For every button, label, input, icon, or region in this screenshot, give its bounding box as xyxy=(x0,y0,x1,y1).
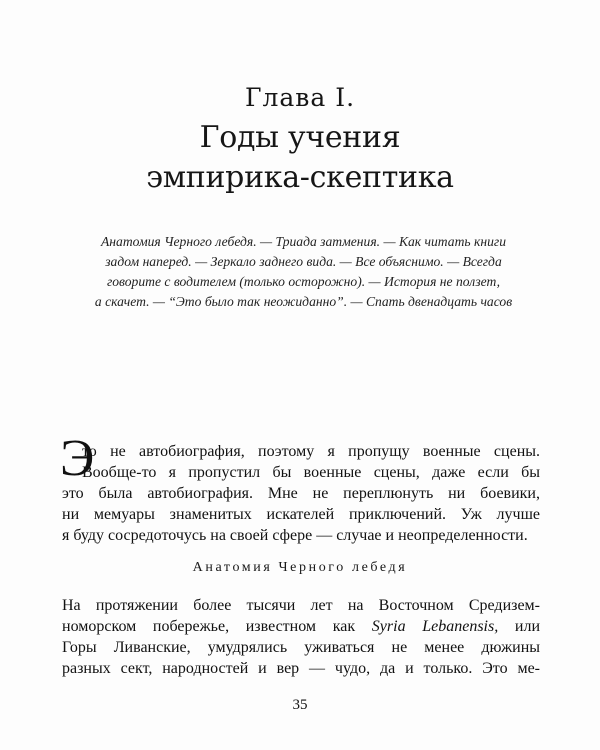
paragraph-2 xyxy=(62,595,540,679)
chapter-title-line-1: Годы учения xyxy=(199,120,401,155)
paragraph-line: то не автобиография, поэтому я пропущу военные сцены. xyxy=(82,443,540,460)
summary-line: а скачет. — “Это было так неожиданно”. — Спать двенадцать часов xyxy=(94,294,513,309)
paragraph-text: номорском побережье, известном как xyxy=(62,618,372,635)
chapter-label: Глава I. xyxy=(244,83,356,112)
paragraph-1 xyxy=(62,441,540,546)
paragraph-line xyxy=(62,616,540,637)
page-number: 35 xyxy=(292,697,308,713)
drop-cap: Э xyxy=(60,430,95,487)
paragraph-line: Горы Ливанские, умудрялись уживаться не менее дюжины xyxy=(62,639,540,656)
chapter-heading xyxy=(0,78,600,198)
summary-line: задом наперед. — Зеркало заднего вида. — Все объяснимо. — Всегда xyxy=(105,254,502,269)
summary-line: говорите с водителем (только осторожно). — История не ползет, xyxy=(106,274,501,289)
paragraph-line: я буду сосредоточусь на своей сфере — случае и неопределенности. xyxy=(62,527,528,544)
paragraph-text: или xyxy=(498,618,541,635)
section-title: Анатомия Черного лебедя xyxy=(192,560,408,575)
paragraph-line: разных сект, народностей и вер — чудо, да и только. Это ме- xyxy=(62,660,540,677)
summary-line: Анатомия Черного лебедя. — Триада затмения. — Как читать книги xyxy=(101,234,506,249)
chapter-summary xyxy=(76,232,531,312)
italic-term: Syria Lebanensis, xyxy=(371,618,499,635)
paragraph-line: это была автобиография. Мне не переплюнуть ни боевики, xyxy=(62,485,540,502)
chapter-title-line-2: эмпирика-скептика xyxy=(146,160,454,195)
paragraph-line: ни мемуары знаменитых искателей приключений. Уж лучше xyxy=(62,506,540,523)
paragraph-line: Вообще-то я пропустил бы военные сцены, даже если бы xyxy=(82,464,540,481)
paragraph-line: На протяжении более тысячи лет на Восточном Средизем- xyxy=(62,597,540,614)
